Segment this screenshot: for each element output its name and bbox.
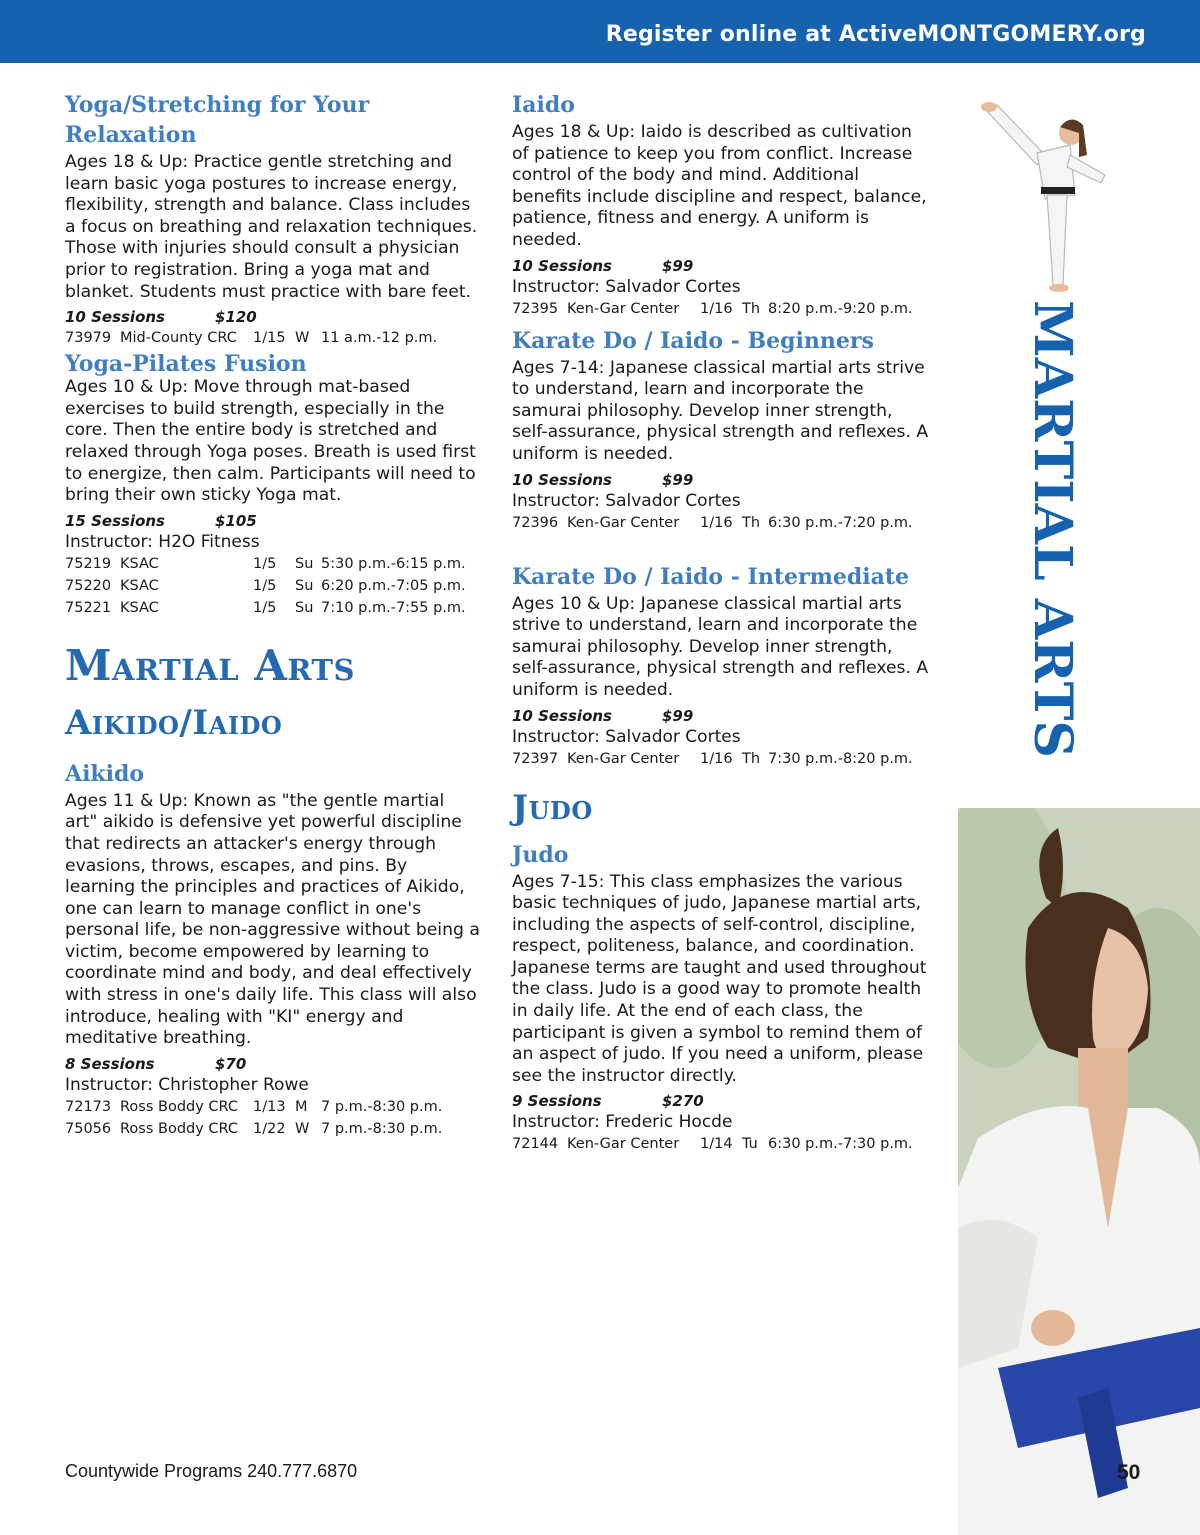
- course-karate-beginners: [512, 326, 932, 534]
- course-code: 72144: [512, 1136, 559, 1153]
- course-date: 1/16: [700, 514, 733, 531]
- course-day: Su: [295, 577, 314, 594]
- session-count: 10 Sessions: [512, 706, 612, 725]
- session-info: [65, 1054, 480, 1074]
- course-location: Mid-County CRC: [120, 330, 237, 347]
- session-count: 10 Sessions: [512, 256, 612, 275]
- course-price: $99: [662, 256, 694, 275]
- course-date: 1/14: [700, 1136, 733, 1153]
- side-banner-text: MARTIAL ARTS: [1022, 300, 1083, 758]
- course-location: Ross Boddy CRC: [120, 1098, 239, 1115]
- course-time: 8:20 p.m.-9:20 p.m.: [768, 300, 913, 317]
- table-row: [65, 575, 480, 597]
- session-info: [512, 470, 932, 490]
- course-title: Iaido: [512, 92, 575, 118]
- course-time: 5:30 p.m.-6:15 p.m.: [321, 555, 466, 572]
- table-row: [65, 1118, 480, 1140]
- course-code: 72395: [512, 300, 559, 317]
- session-count: 15 Sessions: [65, 511, 165, 530]
- table-row: [512, 1133, 932, 1155]
- course-description: Ages 7-15: This class emphasizes the various basic techniques of judo, Japanese martial arts, including the aspects of self-control, discipline, respect, politeness, balance, and coordination. Japanese terms are taught and used throughout the class. Judo is a good way to promote health in daily life. At the end of each class, the participant is given a symbol to remind them of an aspect of judo. If you need a uniform, please see the instructor directly.: [512, 871, 927, 1086]
- table-row: [65, 597, 480, 619]
- section-title-martial-arts: Martial Arts: [65, 640, 355, 690]
- header-bar: [0, 0, 1200, 63]
- course-day: Su: [295, 555, 314, 572]
- session-info: [512, 1091, 932, 1111]
- course-time: 7:10 p.m.-7:55 p.m.: [321, 599, 466, 616]
- middle-column: [512, 90, 932, 1155]
- course-time: 7 p.m.-8:30 p.m.: [321, 1120, 443, 1137]
- course-date: 1/5: [253, 555, 277, 572]
- table-row: [512, 748, 932, 770]
- martial-artist-photo: [958, 808, 1200, 1535]
- session-count: 9 Sessions: [512, 1092, 602, 1111]
- table-row: [65, 553, 480, 575]
- table-row: [512, 512, 932, 534]
- course-location: KSAC: [120, 555, 159, 572]
- instructor: Instructor: Frederic Hocde: [512, 1112, 733, 1133]
- course-title: Judo: [512, 841, 569, 868]
- page-number: 50: [1117, 1461, 1141, 1484]
- course-code: 75221: [65, 599, 112, 616]
- session-count: 10 Sessions: [65, 308, 165, 327]
- course-date: 1/16: [700, 750, 733, 767]
- course-price: $70: [215, 1054, 247, 1073]
- course-description: Ages 11 & Up: Known as "the gentle martial art" aikido is defensive yet powerful discipline that redirects an attacker's energy through evasions, throws, escapes, and pins. By learning the principles and practices of Aikido, one can learn to manage conflict in one's personal life, be non-aggressive without being a victim, become empowered by learning to coordinate mind and body, and deal effectively with stress in one's daily life. This class will also introduce, healing with "KI" energy and meditative breathing.: [65, 790, 480, 1049]
- course-price: $105: [215, 511, 257, 530]
- course-time: 6:20 p.m.-7:05 p.m.: [321, 577, 466, 594]
- course-code: 75220: [65, 577, 112, 594]
- table-row: [65, 327, 480, 349]
- course-description: Ages 10 & Up: Move through mat-based exercises to build strength, especially in the core. Then the entire body is stretched and relaxed through Yoga poses. Breath is used first to energize, then calm. Participants will need to bring their own sticky Yoga mat.: [65, 377, 476, 506]
- table-row: [65, 1096, 480, 1118]
- course-title: Yoga/Stretching for Your Relaxation: [65, 92, 370, 148]
- course-price: $120: [215, 308, 257, 327]
- instructor: Instructor: Salvador Cortes: [512, 490, 741, 511]
- course-date: 1/5: [253, 599, 277, 616]
- course-day: W: [295, 330, 310, 347]
- course-yoga-pilates: [65, 351, 480, 619]
- course-date: 1/5: [253, 577, 277, 594]
- subsection-title-aikido-iaido: Aikido/Iaido: [65, 702, 283, 743]
- side-banner: [1015, 300, 1085, 760]
- course-location: Ken-Gar Center: [567, 1136, 680, 1153]
- course-location: KSAC: [120, 599, 159, 616]
- course-code: 73979: [65, 330, 112, 347]
- left-column: [65, 90, 480, 1140]
- course-date: 1/22: [253, 1120, 286, 1137]
- course-time: 6:30 p.m.-7:20 p.m.: [768, 514, 913, 531]
- course-time: 7:30 p.m.-8:20 p.m.: [768, 750, 913, 767]
- course-location: Ken-Gar Center: [567, 750, 680, 767]
- karate-kick-photo: [975, 95, 1135, 295]
- subsection-title-judo: Judo: [512, 787, 593, 828]
- course-judo: [512, 840, 932, 1156]
- course-code: 75219: [65, 555, 112, 572]
- course-price: $99: [662, 706, 694, 725]
- course-time: 11 a.m.-12 p.m.: [321, 330, 438, 347]
- course-aikido: [65, 759, 480, 1140]
- course-location: Ken-Gar Center: [567, 514, 680, 531]
- course-price: $270: [662, 1092, 704, 1111]
- course-description: Ages 7-14: Japanese classical martial arts strive to understand, learn and incorporate the samurai philosophy. Develop inner strength, self-assurance, physical strength and reflexes. A uniform is needed.: [512, 357, 929, 464]
- course-date: 1/13: [253, 1098, 286, 1115]
- course-location: Ross Boddy CRC: [120, 1120, 239, 1137]
- course-day: Th: [742, 514, 761, 531]
- course-karate-intermediate: [512, 562, 932, 770]
- course-title: Karate Do / Iaido - Intermediate: [512, 563, 910, 590]
- instructor: Instructor: Christopher Rowe: [65, 1074, 309, 1095]
- session-info: [512, 256, 932, 276]
- course-description: Ages 18 & Up: Practice gentle stretching and learn basic yoga postures to increase energy, flexibility, strength and balance. Class includes a focus on breathing and relaxation techniques. Those with injuries should consult a physician prior to registration. Bring a yoga mat and blanket. Students must practice with bare feet.: [65, 152, 478, 302]
- course-date: 1/16: [700, 300, 733, 317]
- course-title: Yoga-Pilates Fusion: [65, 351, 307, 378]
- instructor: Instructor: H2O Fitness: [65, 531, 260, 552]
- instructor: Instructor: Salvador Cortes: [512, 276, 741, 297]
- session-info: [65, 511, 480, 531]
- course-code: 72173: [65, 1098, 112, 1115]
- course-location: KSAC: [120, 577, 159, 594]
- register-link[interactable]: Register online at ActiveMONTGOMERY.org: [605, 22, 1146, 47]
- course-day: Su: [295, 599, 314, 616]
- course-code: 72396: [512, 514, 559, 531]
- course-description: Ages 18 & Up: Iaido is described as cultivation of patience to keep you from conflict. Increase control of the body and mind. Additional benefits include discipline and respect, balance, patience, fitness and energy. A uniform is needed.: [512, 122, 927, 250]
- session-info: [512, 706, 932, 726]
- course-price: $99: [662, 470, 694, 489]
- course-time: 6:30 p.m.-7:30 p.m.: [768, 1136, 913, 1153]
- course-day: M: [295, 1098, 308, 1115]
- course-yoga-stretching: [65, 90, 480, 349]
- course-code: 72397: [512, 750, 559, 767]
- session-count: 8 Sessions: [65, 1054, 155, 1073]
- table-row: [512, 298, 932, 320]
- course-date: 1/15: [253, 330, 286, 347]
- course-day: Th: [742, 300, 761, 317]
- course-day: Th: [742, 750, 761, 767]
- course-description: Ages 10 & Up: Japanese classical martial arts strive to understand, learn and incorporate the samurai philosophy. Develop inner strength, self-assurance, physical strength and reflexes. A uniform is needed.: [512, 593, 929, 700]
- course-title: Aikido: [65, 760, 145, 787]
- course-day: Tu: [742, 1136, 758, 1153]
- instructor: Instructor: Salvador Cortes: [512, 726, 741, 747]
- course-title: Karate Do / Iaido - Beginners: [512, 327, 874, 354]
- course-iaido: [512, 90, 932, 320]
- course-code: 75056: [65, 1120, 112, 1137]
- course-day: W: [295, 1120, 310, 1137]
- course-location: Ken-Gar Center: [567, 300, 680, 317]
- footer-program-line: Countywide Programs 240.777.6870: [65, 1461, 358, 1481]
- session-count: 10 Sessions: [512, 470, 612, 489]
- course-time: 7 p.m.-8:30 p.m.: [321, 1098, 443, 1115]
- session-info: [65, 307, 480, 327]
